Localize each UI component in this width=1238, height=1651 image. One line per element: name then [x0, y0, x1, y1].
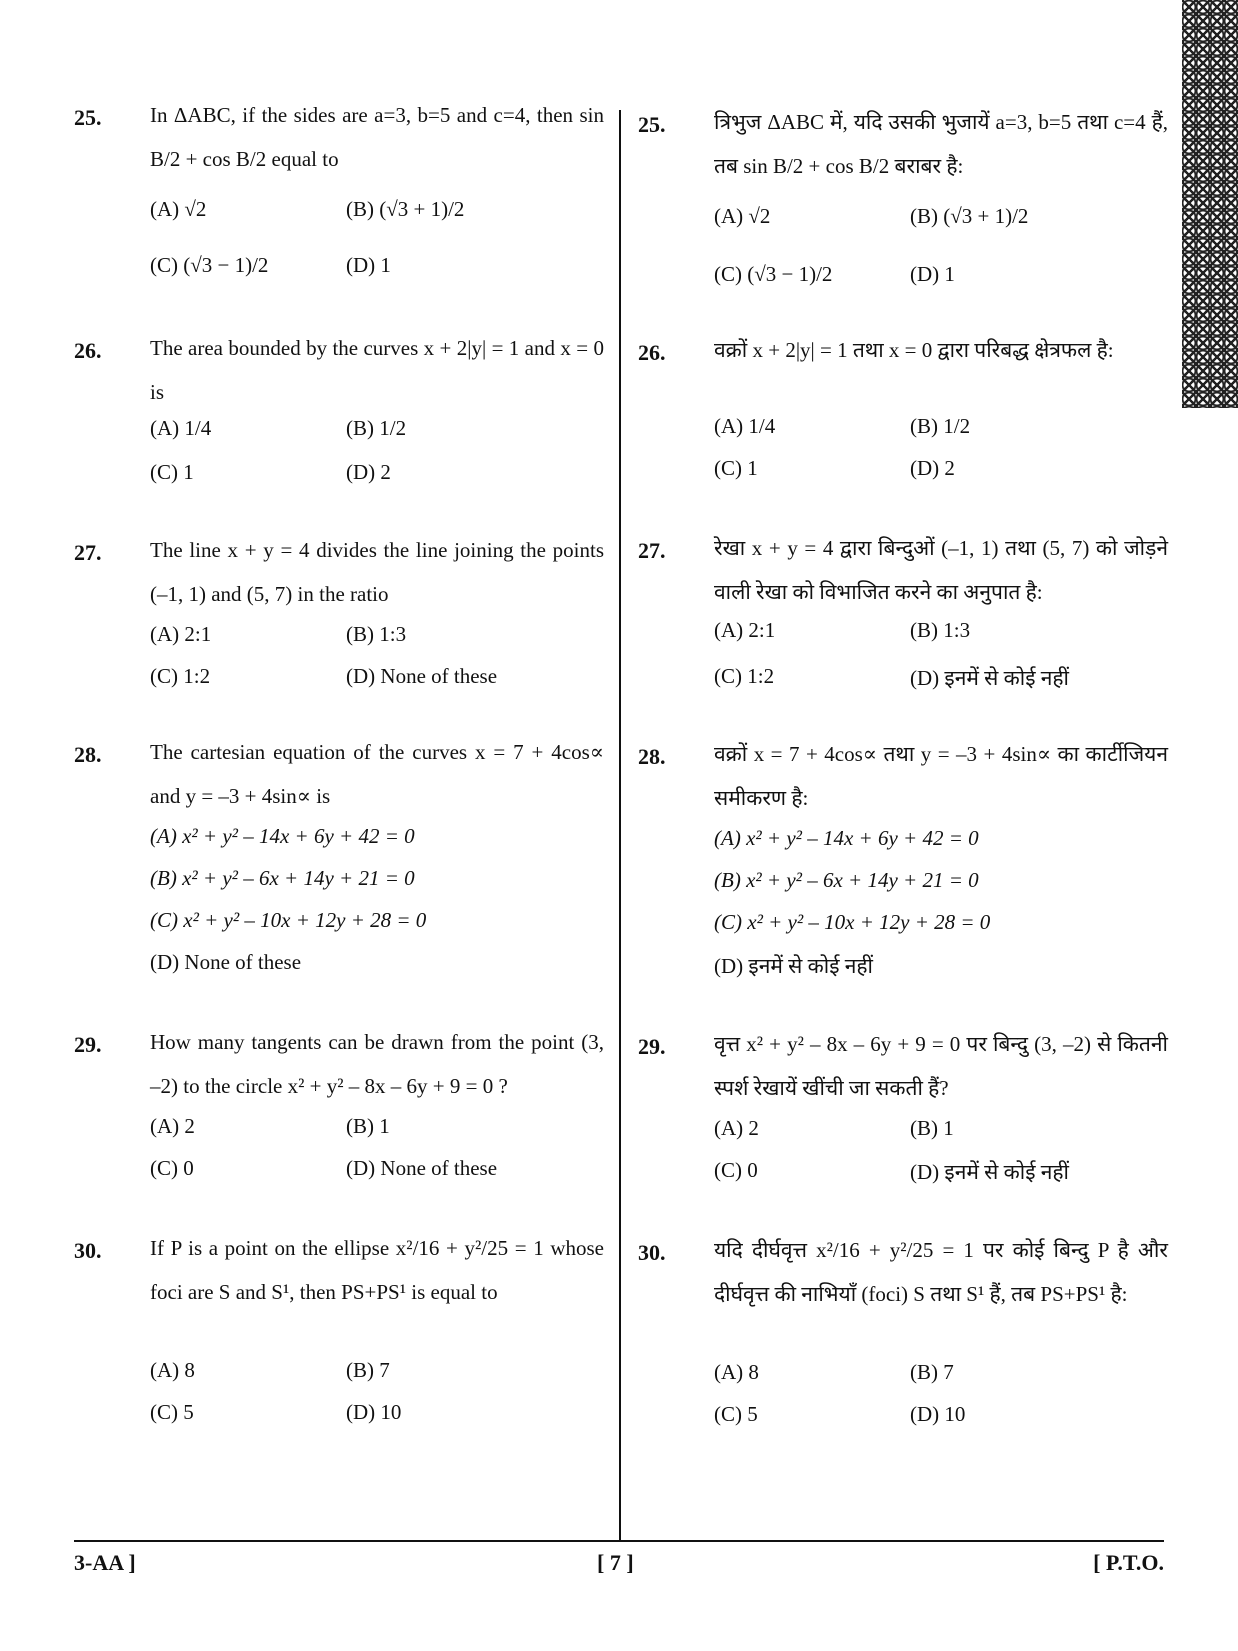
option-a: (A) 8	[714, 1360, 759, 1384]
option-b: (B) 1/2	[346, 416, 407, 440]
please-turn-over: [ P.T.O.	[1093, 1550, 1164, 1575]
option-b: (B) x² + y² – 6x + 14y + 21 = 0	[714, 868, 979, 892]
option-d: (D) 10	[910, 1402, 966, 1426]
option-a: (A) √2	[150, 197, 207, 221]
question-text: In ΔABC, if the sides are a=3, b=5 and c=4, then sin B/2 + cos B/2 equal to	[150, 103, 604, 171]
question-text: If P is a point on the ellipse x²/16 + y²/25 = 1 whose foci are S and S¹, then PS+PS¹ is equal to	[150, 1236, 604, 1304]
option-a: (A) 2:1	[714, 618, 776, 642]
question-number: 27.	[74, 540, 102, 565]
question-text: वक्रों x + 2|y| = 1 तथा x = 0 द्वारा परिबद्ध क्षेत्रफल है:	[714, 338, 1114, 362]
option-c: (C) 1	[150, 460, 194, 484]
option-a: (A) 2	[714, 1116, 759, 1140]
option-d: (D) इनमें से कोई नहीं	[910, 666, 1069, 690]
option-c: (C) (√3 − 1)/2	[714, 262, 833, 286]
decorative-border-pattern	[1182, 0, 1238, 408]
option-a: (A) 1/4	[150, 416, 212, 440]
question-text: त्रिभुज ΔABC में, यदि उसकी भुजायें a=3, b=5 तथा c=4 हैं, तब sin B/2 + cos B/2 बराबर है:	[714, 110, 1168, 178]
option-c: (C) 5	[714, 1402, 758, 1426]
option-d: (D) 1	[910, 262, 955, 286]
footer-rule	[74, 1540, 1164, 1542]
question-text: वक्रों x = 7 + 4cos∝ तथा y = –3 + 4sin∝ का कार्टीजियन समीकरण है:	[714, 742, 1168, 810]
question-number: 27.	[638, 538, 666, 563]
option-b: (B) 1:3	[910, 618, 971, 642]
question-text: How many tangents can be drawn from the point (3, –2) to the circle x² + y² – 8x – 6y + 9 = 0 ?	[150, 1030, 604, 1098]
paper-code: 3-AA ]	[74, 1550, 136, 1575]
question-number: 26.	[638, 340, 666, 365]
question-text: वृत्त x² + y² – 8x – 6y + 9 = 0 पर बिन्दु (3, –2) से कितनी स्पर्श रेखायें खींची जा सकती हैं?	[714, 1032, 1168, 1100]
option-b: (B) 7	[910, 1360, 954, 1384]
option-d: (D) इनमें से कोई नहीं	[714, 954, 873, 978]
question-text: रेखा x + y = 4 द्वारा बिन्दुओं (–1, 1) तथा (5, 7) को जोड़ने वाली रेखा को विभाजित करने का अनुपात है:	[714, 536, 1168, 604]
option-d: (D) None of these	[150, 950, 302, 974]
option-c: (C) 0	[714, 1158, 758, 1182]
question-text: The line x + y = 4 divides the line joining the points (–1, 1) and (5, 7) in the ratio	[150, 538, 604, 606]
option-a: (A) √2	[714, 204, 771, 228]
option-d: (D) None of these	[346, 1156, 498, 1180]
option-b: (B) 1	[346, 1114, 390, 1138]
question-number: 29.	[638, 1034, 666, 1059]
question-number: 30.	[74, 1238, 102, 1263]
option-d: (D) 1	[346, 253, 391, 277]
option-c: (C) x² + y² – 10x + 12y + 28 = 0	[714, 910, 991, 934]
question-number: 28.	[638, 744, 666, 769]
option-d: (D) 2	[346, 460, 391, 484]
question-number: 30.	[638, 1240, 666, 1265]
option-a: (A) 2:1	[150, 622, 212, 646]
option-d: (D) None of these	[346, 664, 498, 688]
option-a: (A) 1/4	[714, 414, 776, 438]
option-c: (C) 1	[714, 456, 758, 480]
option-b: (B) x² + y² – 6x + 14y + 21 = 0	[150, 866, 415, 890]
option-a: (A) x² + y² – 14x + 6y + 42 = 0	[150, 824, 415, 848]
option-d: (D) 2	[910, 456, 955, 480]
question-number: 25.	[74, 105, 102, 130]
option-b: (B) 1:3	[346, 622, 407, 646]
question-text: The cartesian equation of the curves x = 7 + 4cos∝ and y = –3 + 4sin∝ is	[150, 740, 604, 808]
option-c: (C) 0	[150, 1156, 194, 1180]
option-a: (A) 2	[150, 1114, 195, 1138]
option-a: (A) x² + y² – 14x + 6y + 42 = 0	[714, 826, 979, 850]
option-c: (C) x² + y² – 10x + 12y + 28 = 0	[150, 908, 427, 932]
option-b: (B) 1/2	[910, 414, 971, 438]
option-c: (C) 5	[150, 1400, 194, 1424]
question-number: 29.	[74, 1032, 102, 1057]
question-text: यदि दीर्घवृत्त x²/16 + y²/25 = 1 पर कोई बिन्दु P है और दीर्घवृत्त की नाभियाँ (foci) S तथा S¹ हैं, तब PS+PS¹ है:	[714, 1238, 1168, 1306]
option-b: (B) (√3 + 1)/2	[346, 197, 465, 221]
question-number: 25.	[638, 112, 666, 137]
option-b: (B) 7	[346, 1358, 390, 1382]
option-d: (D) 10	[346, 1400, 402, 1424]
option-b: (B) (√3 + 1)/2	[910, 204, 1029, 228]
question-number: 26.	[74, 338, 102, 363]
option-a: (A) 8	[150, 1358, 195, 1382]
question-text: The area bounded by the curves x + 2|y| = 1 and x = 0 is	[150, 336, 604, 404]
column-divider	[619, 110, 621, 1540]
option-c: (C) 1:2	[714, 664, 775, 688]
option-b: (B) 1	[910, 1116, 954, 1140]
question-number: 28.	[74, 742, 102, 767]
option-c: (C) 1:2	[150, 664, 211, 688]
option-d: (D) इनमें से कोई नहीं	[910, 1160, 1069, 1184]
option-c: (C) (√3 − 1)/2	[150, 253, 269, 277]
page-number: [ 7 ]	[597, 1550, 634, 1575]
